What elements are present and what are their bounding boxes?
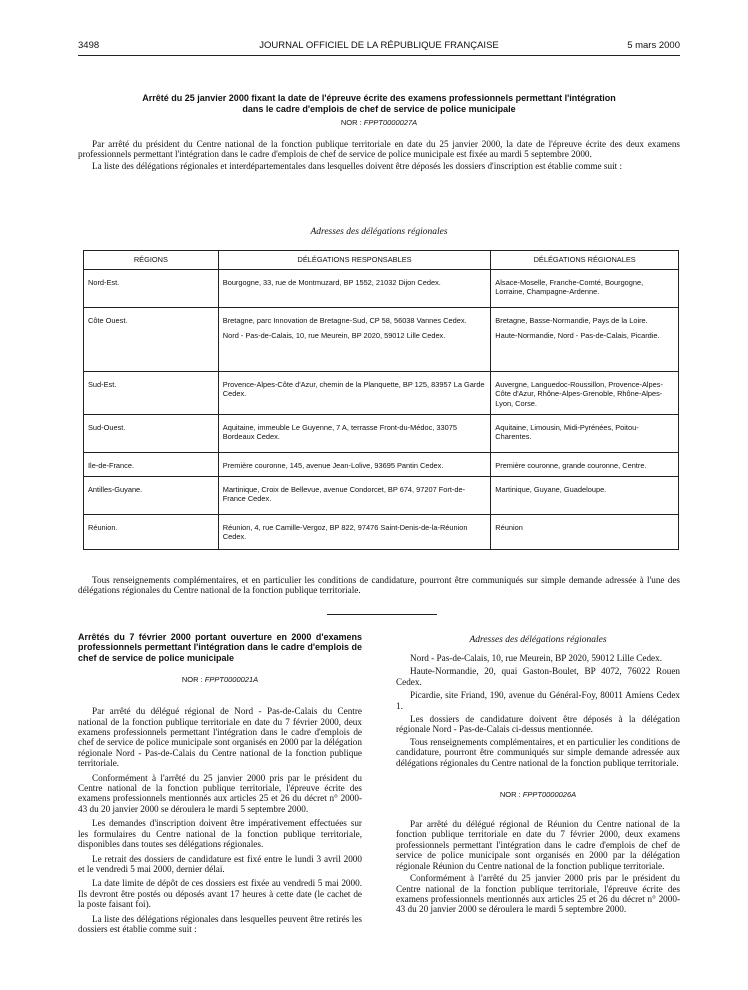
journal-title: JOURNAL OFFICIEL DE LA RÉPUBLIQUE FRANÇAISE (259, 40, 499, 51)
nor-label: NOR : (181, 675, 203, 685)
responsables-line: Bretagne, parc Innovation de Bretagne-Sud, CP 58, 56038 Vannes Cedex. (222, 316, 467, 325)
region-cell: Sud-Ouest. (84, 414, 219, 452)
arrete3-paragraphs (396, 819, 680, 915)
paragraph: Nord - Pas-de-Calais, 10, rue Meurein, BP 2020, 59012 Lille Cedex. (410, 653, 663, 663)
column-header-regions: RÉGIONS (84, 251, 219, 270)
arrete2-title: Arrêtés du 7 février 2000 portant ouverture en 2000 d'examens professionnels permettant l'intégration dans le cadre d'emplois de chef de service de police municipale (78, 632, 362, 663)
regionales-line: Bretagne, Basse-Normandie, Pays de la Loire. (495, 316, 648, 325)
arrete1-nor (78, 118, 680, 127)
paragraph: Haute-Normandie, 20, quai Gaston-Boulet, BP 4072, 76022 Rouen Cedex. (396, 666, 680, 687)
arrete1-title (78, 93, 680, 114)
table-caption: Adresses des délégations régionales (310, 227, 448, 237)
delegations-table (83, 250, 679, 550)
region-cell: Côte Ouest. (84, 308, 219, 372)
issue-date: 5 mars 2000 (627, 40, 680, 51)
arrete2-right-paragraphs (396, 714, 680, 768)
table-row (84, 452, 679, 476)
regionales-line: Alsace-Moselle, Franche-Comté, Bourgogne, Lorraine, Champagne-Ardenne. (495, 278, 644, 297)
arrete2-paragraphs (78, 706, 362, 934)
nor-label: NOR : (499, 790, 521, 800)
paragraph: Tous renseignements complémentaires, et en particulier les conditions de candidature, pourront être communiqués sur simple demande adressée aux délégations régionales du Centre national de la fonction publique territoriale. (396, 736, 680, 768)
paragraph: Par arrêté du délégué régional de Réunion du Centre national de la fonction publique territoriale en date du 7 février 2000, deux examens professionnels permettant l'intégration dans le cadre d'emplois de chef de service de police municipale sont organisés en 2000 par la délégation régionale Réunion du Centre national de la fonction publique territoriale. (396, 819, 680, 871)
regionales-cell (491, 372, 679, 415)
table-row (84, 515, 679, 550)
regionales-line: Aquitaine, Limousin, Midi-Pyrénées, Poitou-Charentes. (495, 422, 639, 442)
responsables-cell (218, 515, 491, 550)
paragraph: La liste des délégations régionales dans lesquelles peuvent être retirés les dossiers est établie comme suit : (78, 913, 362, 934)
responsables-cell (218, 414, 491, 452)
address-list (396, 653, 680, 711)
column-header-regionales: DÉLÉGATIONS RÉGIONALES (491, 251, 679, 270)
arrete1-title-line2: dans le cadre d'emplois de chef de service de police municipale (242, 103, 516, 114)
regionales-line: Martinique, Guyane, Guadeloupe. (495, 485, 607, 495)
right-column (396, 632, 680, 917)
responsables-line: Aquitaine, immeuble Le Guyenne, 7 A, terrasse Front-du-Médoc, 33075 Bordeaux Cedex. (222, 422, 457, 442)
arrete1-paragraph-1: Par arrêté du président du Centre national de la fonction publique territoriale en date du 25 janvier 2000, la date de l'épreuve écrite des deux examens professionnels permettant l'intégration dans le cadre d'emplois de chef de service de police municipale est fixée au mardi 5 septembre 2000. (78, 139, 680, 160)
header-rule (78, 55, 680, 56)
regionales-cell (491, 414, 679, 452)
regionales-cell (491, 270, 679, 308)
arrete1-title-line1: Arrêté du 25 janvier 2000 fixant la date de l'épreuve écrite des examens professionnels permettant l'intégration (142, 93, 616, 103)
paragraph: Conformément à l'arrêté du 25 janvier 2000 pris par le président du Centre national de la fonction publique territoriale, l'épreuve écrite des examens professionnels mentionnés aux articles 25 et 26 du décret n° 2000-43 du 20 janvier 2000 se déroulera le mardi 5 septembre 2000. (78, 772, 362, 814)
table-header-row (84, 251, 679, 270)
nor-code: FPPT0000027A (363, 118, 418, 127)
region-cell: Nord-Est. (84, 270, 219, 308)
table-row (84, 372, 679, 415)
paragraph: Conformément à l'arrêté du 25 janvier 2000 pris par le président du Centre national de la fonction publique territoriale, l'épreuve écrite des examens professionnels mentionnés aux articles 25 et 26 du décret n° 2000-43 du 20 janvier 2000 se déroulera le mardi 5 septembre 2000. (396, 873, 680, 915)
table-row (84, 308, 679, 372)
table-row (84, 414, 679, 452)
nor-code: FPPT0000021A (204, 675, 259, 685)
section-separator (327, 614, 437, 615)
regionales-cell (491, 308, 679, 372)
paragraph: Les demandes d'inscription doivent être impérativement effectuées sur les formulaires du Centre national de la fonction publique territoriale, disponibles dans toutes ses délégations régionales. (78, 818, 362, 850)
right-caption: Adresses des délégations régionales (469, 635, 607, 645)
running-header (78, 40, 680, 54)
arrete3-nor (396, 790, 680, 799)
region-cell: Réunion. (84, 515, 219, 550)
left-column (78, 632, 362, 938)
paragraph: La date limite de dépôt de ces dossiers est fixée au vendredi 5 mai 2000. Ils devront être postés ou déposés avant 17 heures à cette date (le cachet de la poste faisant foi). (78, 878, 362, 910)
paragraph: Les dossiers de candidature doivent être déposés à la délégation régionale Nord - Pas-de-Calais ci-dessus mentionnée. (396, 714, 680, 735)
arrete2-nor (78, 675, 362, 684)
regionales-line: Haute-Normandie, Nord - Pas-de-Calais, Picardie. (495, 331, 660, 341)
arrete1-body (78, 139, 680, 171)
region-cell: Sud-Est. (84, 372, 219, 415)
regionales-cell (491, 515, 679, 550)
responsables-line: Nord - Pas-de-Calais, 10, rue Meurein, BP 2020, 59012 Lille Cedex. (222, 331, 446, 341)
responsables-cell (218, 452, 491, 476)
paragraph: Picardie, site Friand, 190, avenue du Général-Foy, 80011 Amiens Cedex 1. (396, 690, 680, 711)
page-number: 3498 (78, 40, 100, 51)
responsables-cell (218, 308, 491, 372)
responsables-line: Première couronne, 145, avenue Jean-Lolive, 93695 Pantin Cedex. (222, 460, 444, 470)
table-row (84, 270, 679, 308)
regionales-cell (491, 452, 679, 476)
responsables-cell (218, 270, 491, 308)
paragraph: Le retrait des dossiers de candidature est fixé entre le lundi 3 avril 2000 et le vendredi 5 mai 2000, dernier délai. (78, 853, 362, 874)
responsables-line: Martinique, Croix de Bellevue, avenue Condorcet, BP 674, 97207 Fort-de-France Cedex. (222, 485, 466, 504)
responsables-line: Bourgogne, 33, rue de Montmuzard, BP 1552, 21032 Dijon Cedex. (222, 278, 441, 287)
regionales-line: Réunion (495, 523, 523, 533)
regionales-line: Auvergne, Languedoc-Roussillon, Provence-Alpes-Côte d'Azur, Rhône-Alpes-Grenoble, Rhône-Alpes-Lyon, Corse. (495, 380, 663, 408)
nor-code: FPPT0000026A (522, 790, 577, 800)
column-header-responsables: DÉLÉGATIONS RESPONSABLES (218, 251, 491, 270)
responsables-cell (218, 372, 491, 415)
arrete1-paragraph-3: Tous renseignements complémentaires, et en particulier les conditions de candidature, pourront être communiqués sur simple demande adressée à l'une des délégations régionales du Centre national de la fonction publique territoriale. (78, 575, 680, 596)
responsables-line: Provence-Alpes-Côte d'Azur, chemin de la Planquette, BP 125, 83957 La Garde Cedex. (222, 380, 485, 399)
region-cell: Ile-de-France. (84, 452, 219, 476)
responsables-cell (218, 477, 491, 515)
arrete1-paragraph-2: La liste des délégations régionales et interdépartementales dans lesquelles doivent être déposés les dossiers d'inscription est établie comme suit : (92, 160, 623, 171)
regionales-line: Première couronne, grande couronne, Centre. (495, 460, 647, 470)
table-row (84, 477, 679, 515)
arrete1-closing (78, 575, 680, 596)
responsables-line: Réunion, 4, rue Camille-Vergoz, BP 822, 97476 Saint-Denis-de-la-Réunion Cedex. (222, 523, 468, 542)
regionales-cell (491, 477, 679, 515)
region-cell: Antilles-Guyane. (84, 477, 219, 515)
nor-label: NOR : (340, 118, 362, 127)
paragraph: Par arrêté du délégué régional de Nord - Pas-de-Calais du Centre national de la fonction publique territoriale en date du 7 février 2000, deux examens professionnels permettant l'intégration dans le cadre d'emplois de chef de service de police municipale sont organisés en 2000 par la délégation régionale Nord - Pas-de-Calais du Centre national de la fonction publique territoriale. (78, 706, 362, 769)
